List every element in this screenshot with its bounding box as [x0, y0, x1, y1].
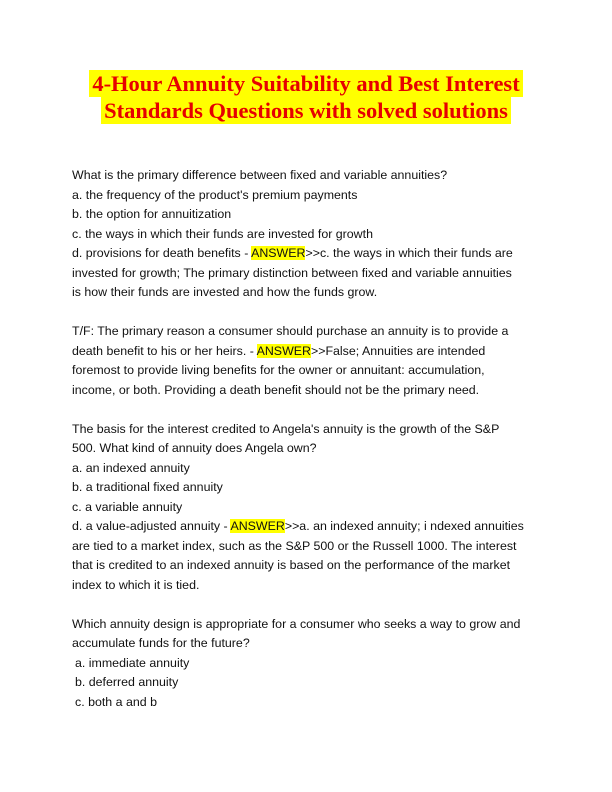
- document-body: [72, 166, 548, 712]
- question-text-with-solution: death benefit to his or her heirs. - ANSWER>>False; Annuities are intended: [72, 343, 486, 358]
- solution-text: foremost to provide living benefits for the owner or annuitant: accumulation,: [72, 363, 485, 377]
- solution-text: index to which it is tied.: [72, 577, 200, 592]
- solution-text: is how their funds are invested and how the funds grow.: [72, 285, 378, 299]
- answer-highlight: ANSWER: [251, 246, 306, 260]
- question-block-4: [72, 615, 548, 713]
- answer-highlight: ANSWER: [256, 343, 311, 358]
- question-text: Which annuity design is appropriate for a consumer who seeks a way to grow and: [72, 616, 521, 631]
- answer-option: b. deferred annuity: [75, 675, 179, 689]
- question-block-3: [72, 420, 548, 596]
- title-line-1: 4-Hour Annuity Suitability and Best Interest: [89, 70, 522, 97]
- answer-option: b. the option for annuitization: [72, 207, 232, 221]
- question-text: What is the primary difference between fixed and variable annuities?: [72, 168, 448, 182]
- question-block-2: [72, 322, 548, 400]
- answer-option-with-solution: d. a value-adjusted annuity - ANSWER>>a. an indexed annuity; i ndexed annuities: [72, 519, 524, 533]
- solution-text: invested for growth; The primary distinction between fixed and variable annuities: [72, 265, 512, 280]
- answer-option: a. immediate annuity: [75, 655, 190, 670]
- document-title: [0, 70, 612, 124]
- question-text: accumulate funds for the future?: [72, 636, 250, 650]
- answer-option: a. the frequency of the product's premium payments: [72, 187, 358, 202]
- answer-highlight: ANSWER: [230, 519, 285, 533]
- answer-option: a. an indexed annuity: [72, 460, 190, 475]
- question-text: 500. What kind of annuity does Angela own?: [72, 441, 317, 455]
- solution-text: income, or both. Providing a death benefit should not be the primary need.: [72, 382, 480, 397]
- answer-option: c. both a and b: [75, 694, 157, 709]
- answer-option: c. a variable annuity: [72, 499, 183, 514]
- answer-option: b. a traditional fixed annuity: [72, 480, 223, 494]
- question-text: The basis for the interest credited to Angela's annuity is the growth of the S&P: [72, 421, 500, 436]
- question-block-1: [72, 166, 548, 303]
- question-text: T/F: The primary reason a consumer should purchase an annuity is to provide a: [72, 324, 509, 338]
- answer-option: c. the ways in which their funds are invested for growth: [72, 226, 373, 241]
- title-line-2: Standards Questions with solved solutions: [101, 97, 511, 124]
- solution-text: are tied to a market index, such as the S&P 500 or the Russell 1000. The interest: [72, 538, 517, 553]
- answer-option-with-solution: d. provisions for death benefits - ANSWER>>c. the ways in which their funds are: [72, 246, 513, 260]
- solution-text: that is credited to an indexed annuity is based on the performance of the market: [72, 558, 511, 572]
